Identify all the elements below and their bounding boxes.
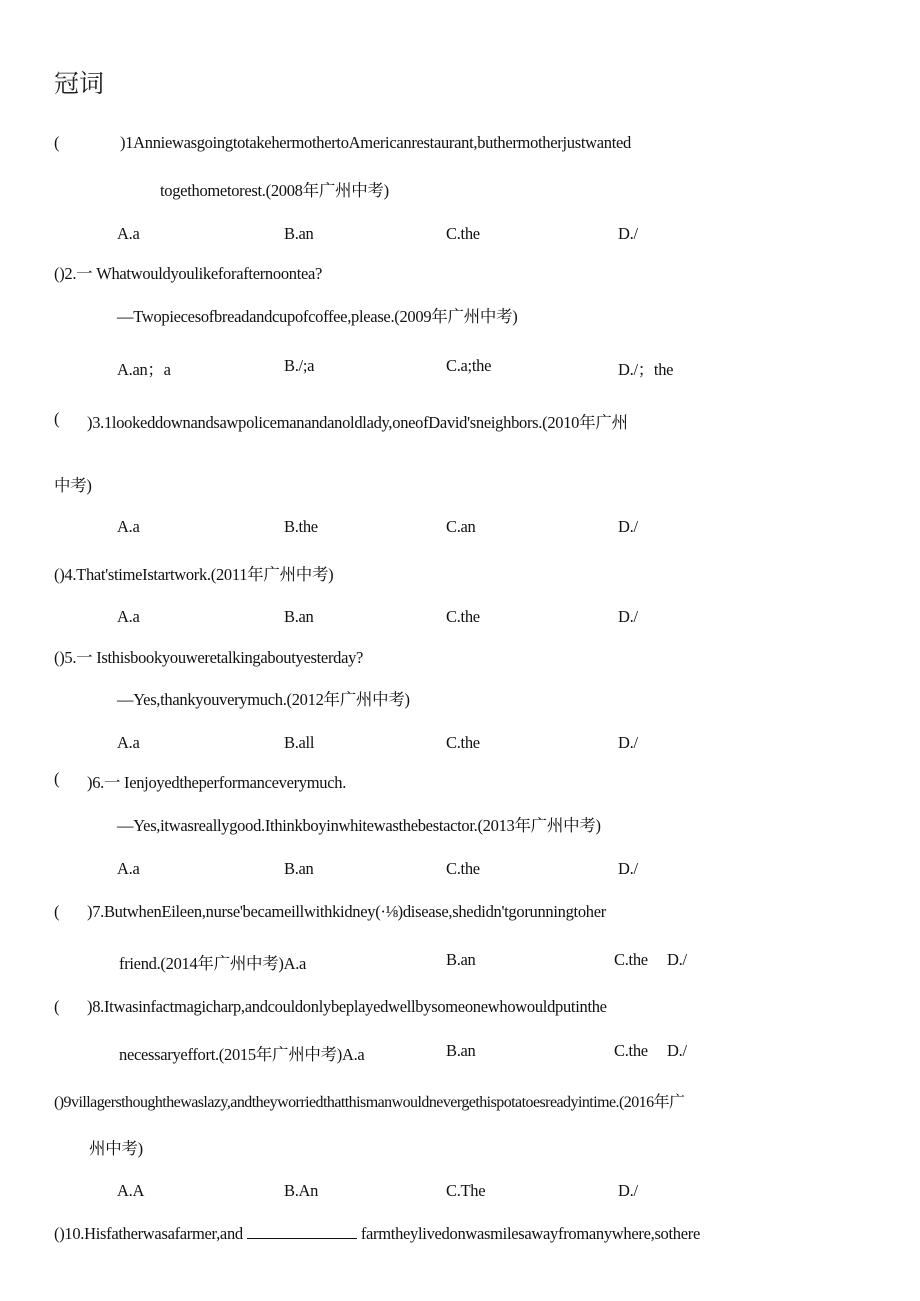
q9-option-a: A.A: [117, 1181, 145, 1200]
q9-option-b: B.An: [284, 1181, 319, 1200]
q1-line1: )1AnniewasgoingtotakehermothertoAmericanrestaurant,buthermotherjustwanted: [120, 133, 631, 152]
q5-line2: —Yes,thankyouverymuch.(2012年广州中考): [117, 690, 410, 709]
q2-option-a: A.an；a: [117, 360, 171, 379]
q6-line1: )6.一 Ienjoyedtheperformanceverymuch.: [87, 773, 347, 792]
q3-line1: )3.1lookeddownandsawpolicemanandanoldlady,oneofDavid'sneighbors.(2010年广州: [87, 413, 628, 432]
q9-line2: 州中考): [89, 1139, 143, 1158]
q8-option-d: D./: [667, 1041, 687, 1060]
q5-option-a: A.a: [117, 733, 140, 752]
q3-option-b: B.the: [284, 517, 318, 536]
q5-option-c: C.the: [446, 733, 480, 752]
q3-paren: (: [54, 409, 60, 428]
q7-line2: friend.(2014年广州中考)A.a: [119, 954, 307, 973]
q4-option-a: A.a: [117, 607, 140, 626]
q7-option-c: C.the: [614, 950, 648, 969]
q7-line1: )7.ButwhenEileen,nurse'becameillwithkidney(·⅛)disease,shedidn'tgorunningtoher: [87, 902, 606, 921]
q6-line2: —Yes,itwasreallygood.Ithinkboyinwhitewasthebestactor.(2013年广州中考): [117, 816, 601, 835]
q9-option-d: D./: [618, 1181, 638, 1200]
q7-option-b: B.an: [446, 950, 476, 969]
q9-option-c: C.The: [446, 1181, 486, 1200]
q8-option-c: C.the: [614, 1041, 648, 1060]
q1-option-d: D./: [618, 224, 638, 243]
q5-line1: ()5.一 Isthisbookyouweretalkingaboutyesterday?: [54, 648, 364, 667]
q10-line1-start: ()10.Hisfatherwasafarmer,and: [54, 1224, 243, 1243]
q1-option-c: C.the: [446, 224, 480, 243]
page-title: 冠词: [54, 69, 105, 98]
q2-line2: —Twopiecesofbreadandcupofcoffee,please.(2009年广州中考): [117, 307, 518, 326]
q2-option-c: C.a;the: [446, 356, 492, 375]
q3-line2: 中考): [54, 476, 92, 495]
q6-option-c: C.the: [446, 859, 480, 878]
q8-line2: necessaryeffort.(2015年广州中考)A.a: [119, 1045, 365, 1064]
q6-option-b: B.an: [284, 859, 314, 878]
q1-line2: togethometorest.(2008年广州中考): [160, 181, 389, 200]
q6-option-a: A.a: [117, 859, 140, 878]
q5-option-d: D./: [618, 733, 638, 752]
q3-option-d: D./: [618, 517, 638, 536]
q1-paren: (: [54, 133, 60, 152]
q1-option-a: A.a: [117, 224, 140, 243]
q10-line1-end: farmtheylivedonwasmilesawayfromanywhere,sothere: [360, 1224, 700, 1243]
q4-line1: ()4.That'stimeIstartwork.(2011年广州中考): [54, 565, 334, 584]
q8-line1: )8.Itwasinfactmagicharp,andcouldonlybeplayedwellbysomeonewhowouldputinthe: [87, 997, 607, 1016]
q1-option-b: B.an: [284, 224, 314, 243]
q2-option-d: D./；the: [618, 360, 674, 379]
q3-option-c: C.an: [446, 517, 476, 536]
q7-paren: (: [54, 902, 60, 921]
q2-option-b: B./;a: [284, 356, 315, 375]
q7-option-d: D./: [667, 950, 687, 969]
q5-option-b: B.all: [284, 733, 315, 752]
q6-option-d: D./: [618, 859, 638, 878]
q8-paren: (: [54, 997, 60, 1016]
q6-paren: (: [54, 769, 60, 788]
q9-line1: ()9villagersthoughthewaslazy,andtheyworriedthatthismanwouldnevergethispotatoesreadyintime.(2016年广: [54, 1094, 685, 1111]
q8-option-b: B.an: [446, 1041, 476, 1060]
q10-answer-blank: [247, 1224, 357, 1239]
q3-option-a: A.a: [117, 517, 140, 536]
q4-option-c: C.the: [446, 607, 480, 626]
q10-line1: [54, 1224, 700, 1244]
q2-line1: ()2.一 Whatwouldyoulikeforafternoontea?: [54, 264, 323, 283]
q4-option-b: B.an: [284, 607, 314, 626]
q4-option-d: D./: [618, 607, 638, 626]
